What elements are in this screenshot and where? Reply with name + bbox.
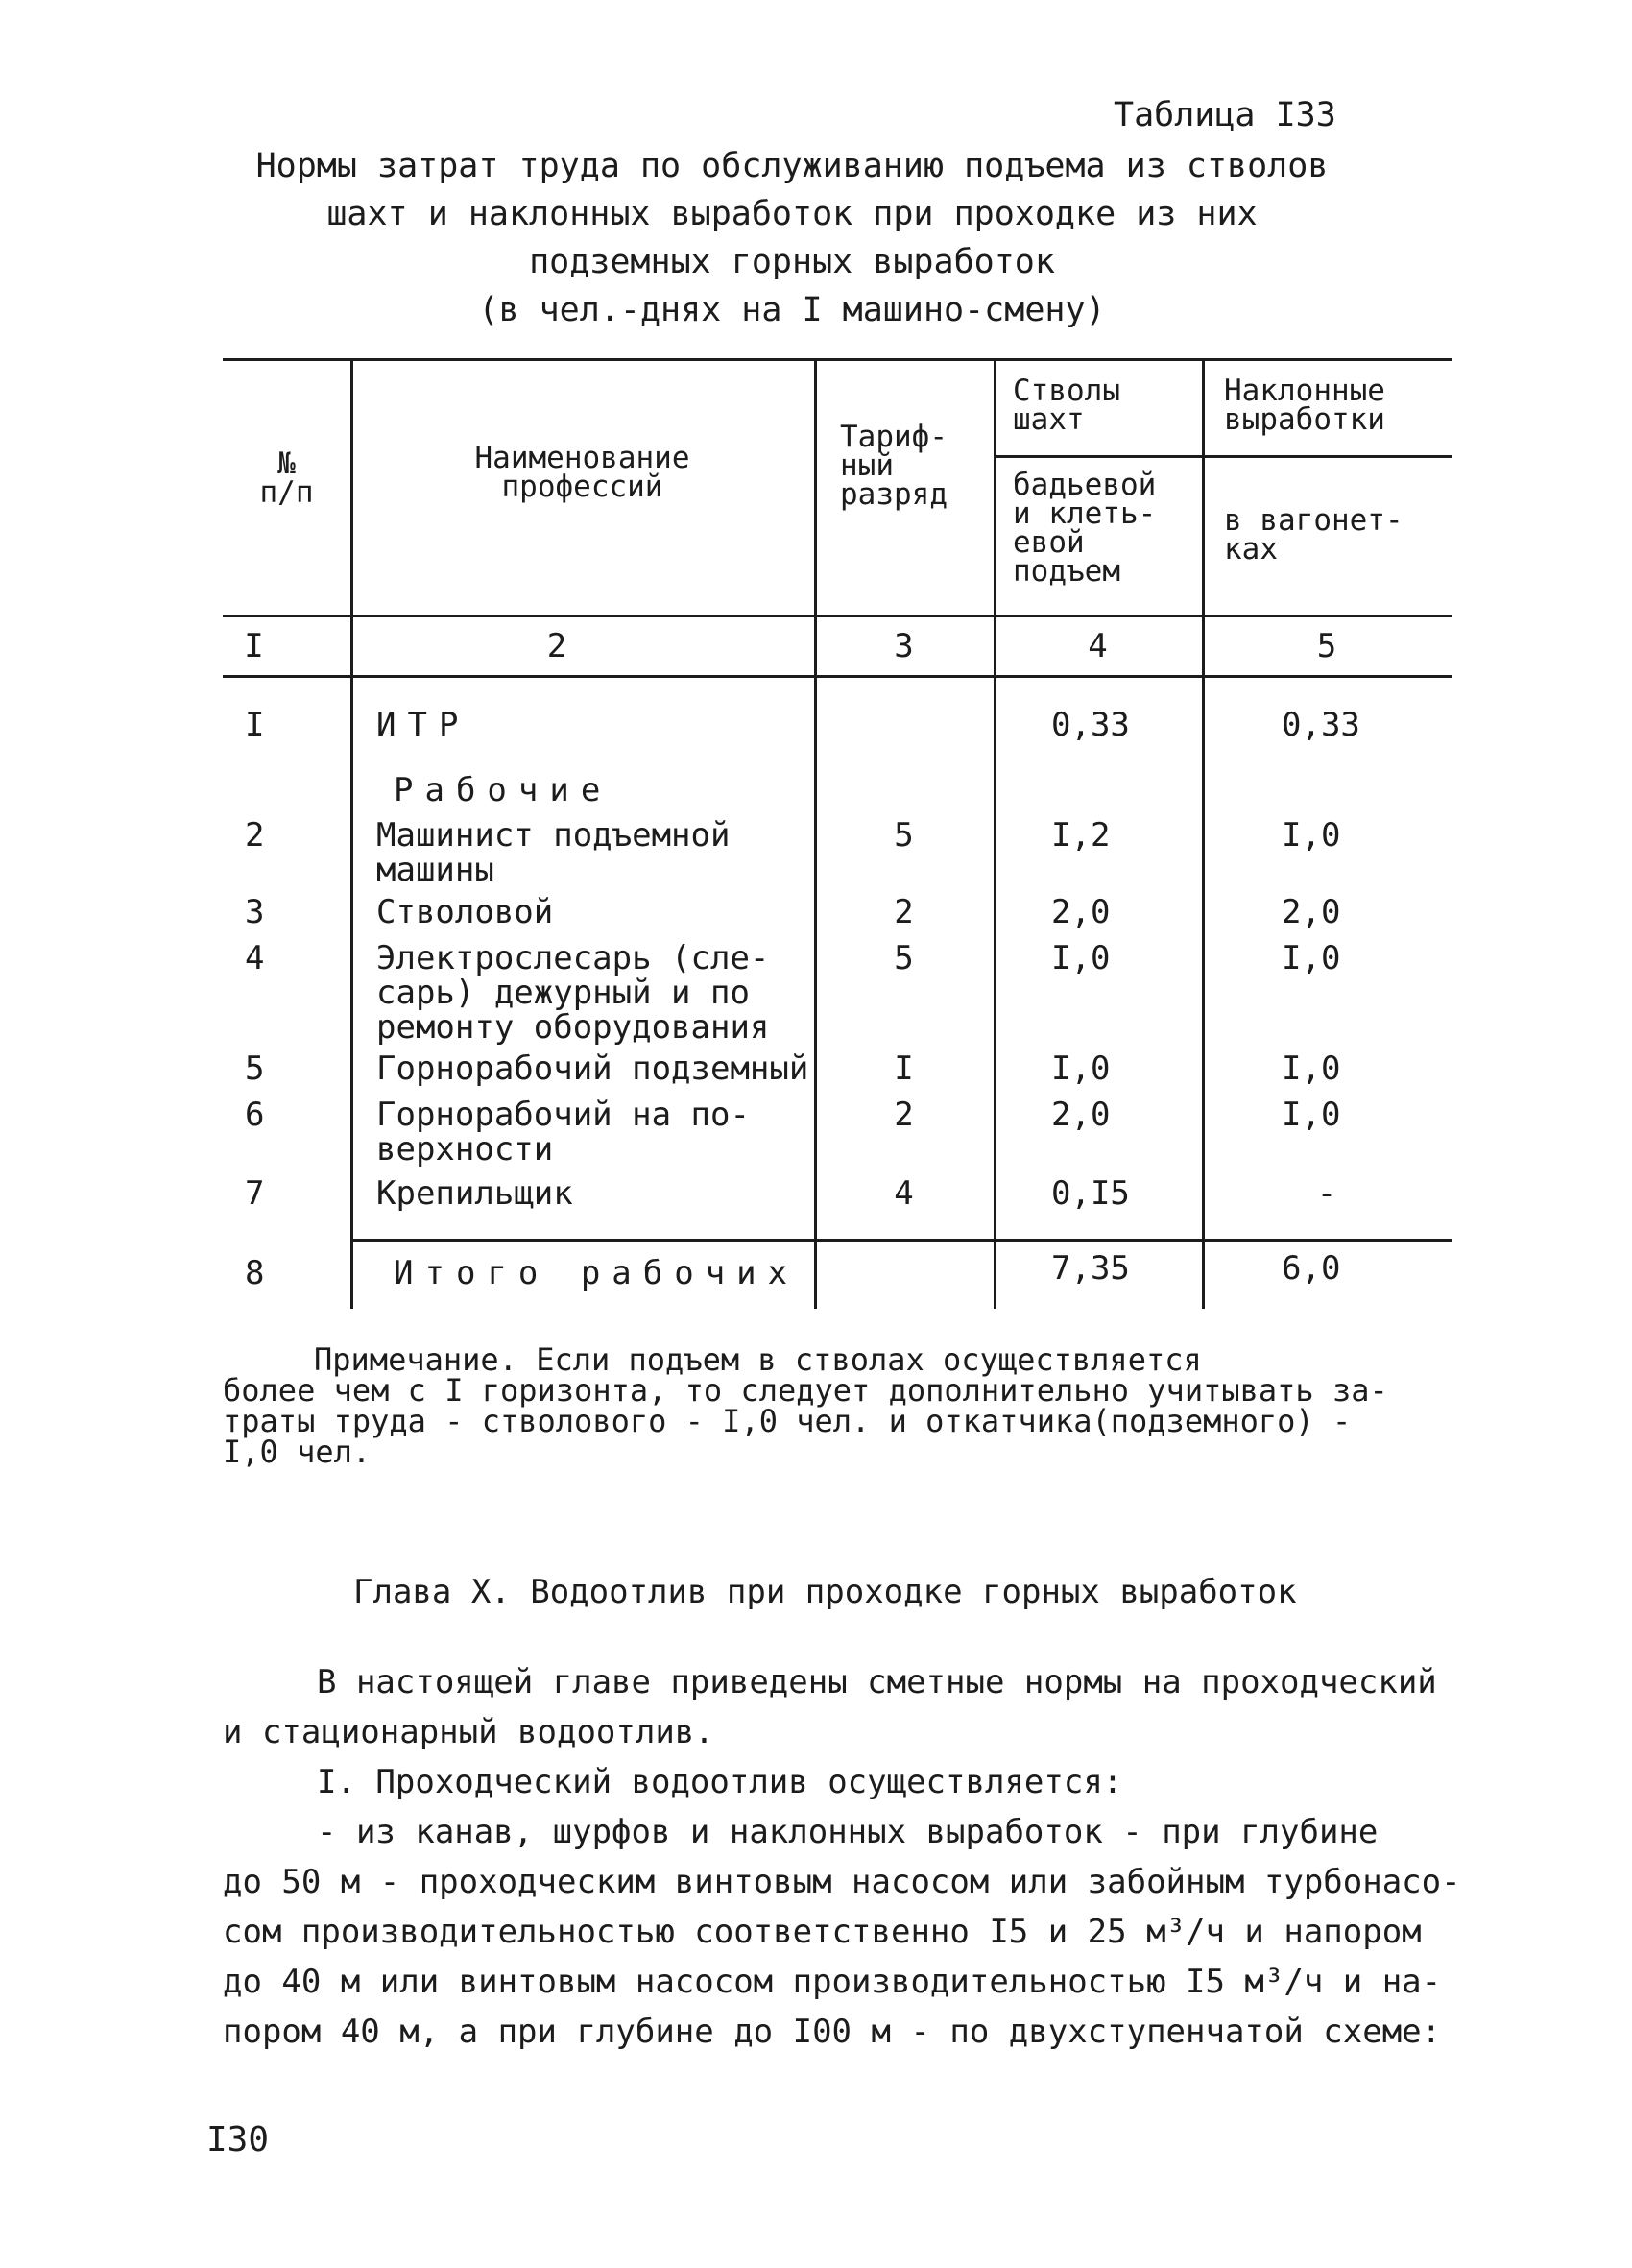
row-4-profession: Электрослесарь (сле- сарь) дежурный и по ремонту оборудования (376, 939, 770, 1047)
body-line-5: до 50 м - проходческим винтовым насосом или забойным турбонасо- (223, 1863, 1461, 1901)
row-8-shafts: 7,35 (1051, 1249, 1130, 1288)
row-8-profession: Итого рабочих (394, 1254, 800, 1292)
row-7-profession: Крепильщик (376, 1174, 573, 1213)
body-line-4: - из канав, шурфов и наклонных выработок - при глубине (317, 1813, 1379, 1851)
row-4-grade: 5 (894, 939, 914, 977)
header-inclined-sub: в вагонет- ках (1224, 503, 1404, 567)
chapter-title: Глава X. Водоотлив при проходке горных выработок (353, 1573, 1297, 1611)
row-6-inclined: I,0 (1282, 1096, 1341, 1134)
row-1-shafts: 0,33 (1051, 706, 1130, 744)
header-inclined: Наклонные выработки (1224, 374, 1385, 437)
note-line-1: Примечание. Если подъем в стволах осуществляется (314, 1341, 1202, 1378)
row-1-inclined: 0,33 (1282, 706, 1360, 744)
workers-heading: Рабочие (394, 771, 612, 809)
row-2-profession: Машинист подъемной машины (376, 816, 731, 889)
body-line-3: I. Проходческий водоотлив осуществляется: (317, 1763, 1123, 1801)
row-6-num: 6 (245, 1096, 265, 1134)
row-6-grade: 2 (894, 1096, 914, 1134)
body-line-7: до 40 м или винтовым насосом производительностью I5 м³/ч и на- (223, 1963, 1442, 2001)
row-4-num: 4 (245, 939, 265, 977)
note-line-4: I,0 чел. (223, 1434, 372, 1470)
row-2-shafts: I,2 (1051, 816, 1111, 855)
table-title-line-4: (в чел.-днях на I машино-смену) (478, 291, 1106, 329)
body-line-8: пором 40 м, а при глубине до I00 м - по двухступенчатой схеме: (223, 2013, 1442, 2051)
row-7-grade: 4 (894, 1174, 914, 1213)
table-number: Таблица I33 (1114, 96, 1336, 134)
note-line-3: траты труда - стволового - I,0 чел. и откатчика(подземного) - (223, 1403, 1352, 1439)
header-num: № п/п (259, 446, 314, 510)
row-1-num: I (245, 706, 265, 744)
row-5-shafts: I,0 (1051, 1050, 1111, 1088)
row-5-inclined: I,0 (1282, 1050, 1341, 1088)
header-shafts-sub: бадьевой и клеть- евой подъем (1013, 468, 1157, 589)
row-6-shafts: 2,0 (1051, 1096, 1111, 1134)
row-6-profession: Горнорабочий на по- верхности (376, 1096, 750, 1169)
column-number-5: 5 (1316, 627, 1337, 665)
page-number: I30 (206, 2120, 270, 2159)
row-5-grade: I (894, 1050, 914, 1088)
body-line-1: В настоящей главе приведены сметные нормы на проходческий (317, 1663, 1437, 1701)
row-7-num: 7 (245, 1174, 265, 1213)
row-2-inclined: I,0 (1282, 816, 1341, 855)
body-line-2: и стационарный водоотлив. (223, 1713, 714, 1751)
row-3-inclined: 2,0 (1282, 893, 1341, 931)
column-number-4: 4 (1088, 627, 1108, 665)
row-3-shafts: 2,0 (1051, 893, 1111, 931)
row-2-num: 2 (245, 816, 265, 855)
row-1-profession: ИТР (376, 706, 470, 744)
row-7-shafts: 0,I5 (1051, 1174, 1130, 1213)
header-grade: Тариф- ный разряд (840, 420, 948, 512)
row-5-num: 5 (245, 1050, 265, 1088)
body-line-6: сом производительностью соответственно I5 и 25 м³/ч и напором (223, 1913, 1422, 1951)
row-5-profession: Горнорабочий подземный (376, 1050, 809, 1088)
row-3-num: 3 (245, 893, 265, 931)
row-3-grade: 2 (894, 893, 914, 931)
row-2-grade: 5 (894, 816, 914, 855)
header-profession: Наименование профессий (474, 441, 690, 504)
table-title-line-2: шахт и наклонных выработок при проходке из них (326, 195, 1258, 233)
header-shafts: Стволы шахт (1013, 374, 1120, 437)
row-7-inclined: - (1316, 1174, 1337, 1213)
row-4-shafts: I,0 (1051, 939, 1111, 977)
column-number-2: 2 (546, 627, 567, 665)
row-4-inclined: I,0 (1282, 939, 1341, 977)
note (223, 1341, 1388, 1470)
column-number-3: 3 (894, 627, 914, 665)
table-title-line-3: подземных горных выработок (529, 243, 1055, 281)
note-line-2: более чем с I горизонта, то следует дополнительно учитывать за- (223, 1372, 1388, 1409)
column-number-1: I (244, 627, 264, 665)
table-title-line-1: Нормы затрат труда по обслуживанию подъема из стволов (255, 147, 1329, 185)
row-8-num: 8 (245, 1254, 265, 1292)
row-3-profession: Стволовой (376, 893, 554, 931)
row-8-inclined: 6,0 (1282, 1249, 1341, 1288)
